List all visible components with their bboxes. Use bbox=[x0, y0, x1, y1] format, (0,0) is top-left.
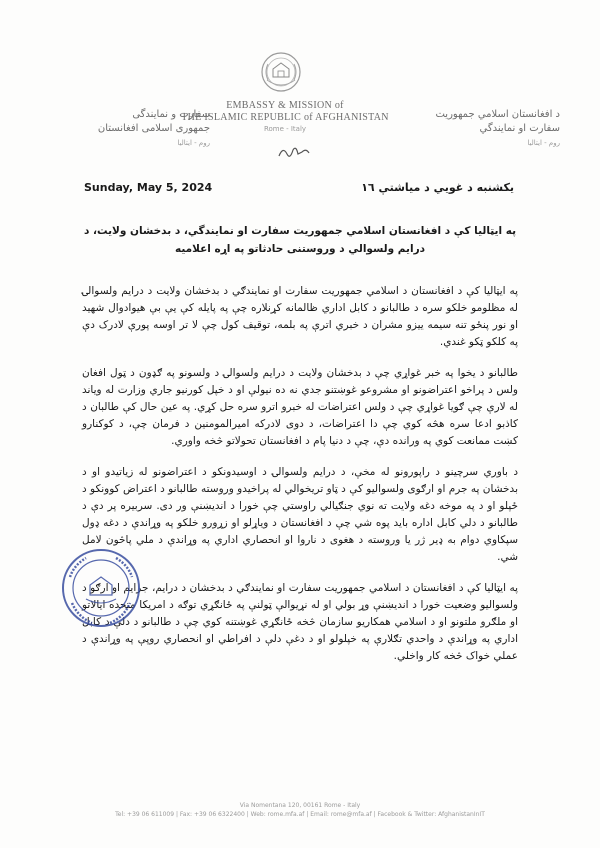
pashto-line-2: سفارت او نمایندگي bbox=[479, 123, 560, 134]
embassy-city: Rome - Italy bbox=[263, 125, 307, 133]
pashto-city: روم - ایتالیا bbox=[527, 139, 560, 147]
dari-city: روم - ایتالیا bbox=[177, 139, 210, 147]
paragraph-1: په ایټالیا کې د افغانستان د اسلامي جمهوریت سفارت او نمایندګي د بدخشان ولایت د درایم ولسوالۍ له مظلومو خلکو سره د طالبانو د کابل اداري ظالمانه کړنلاره چې په پایله کې یې بې هیوادوال شهید او نور پنځو تنه سیمه ییزو مشران د خبري اترې په بلمه، توقیف کول چې لا تر اوسه پورې لادرک دې په کلکو ټکو غندي. bbox=[82, 285, 518, 348]
paragraph-2: طالبانو د یخوا په خبر غواړي چې د بدخشان ولایت د درایم ولسوالۍ د ولسونو په ګډون د ټول افغان ولس د پراخو اعتراضونو او مشروعو غوښتنو جدي نه ده نیولې او د خپل کورنیو جاري وزارت له ویاند له لارې چې ګویا غواړي چې د ولس اعتراضات له خبرو اترو سره حل کړي. په عین حال کې طالبان د کاذبو ادعا سره هڅه کوي چې دا اعتراضات، د دوی لادرکه امیرالمومنین د فرمان چې، د کوکنارو کښت ممانعت کوي په ورانده دې، چې د دنیا پام د افغانستان تحولاتو څخه واوري. bbox=[82, 367, 518, 447]
afghanistan-emblem-icon bbox=[259, 50, 303, 94]
embassy-line-2: THE ISLAMIC REPUBLIC of AFGHANISTAN bbox=[181, 112, 389, 123]
embassy-name-english bbox=[180, 100, 390, 133]
document-title: په ایټالیا کې د افغانستان اسلامي جمهوریت سفارت او نمایندگي، د بدخشان ولایت، د درایم ولسوالي د وروستنی حادثاتو په اړه اعلامیه bbox=[83, 225, 517, 255]
date-english: Sunday, May 5, 2024 bbox=[84, 181, 213, 194]
embassy-name-dari bbox=[60, 108, 210, 150]
footer-contacts: Tel: +39 06 611009 | Fax: +39 06 6322400 | Web: rome.mfa.af | Email: rome@mfa.af | Facebook & Twitter: AfghanistanInIT bbox=[115, 811, 485, 818]
footer-address: Via Nomentana 120, 00161 Rome - Italy bbox=[239, 802, 361, 809]
date-pashto: یکشنبه د غويي د میاشتې ۱٦ bbox=[361, 181, 514, 194]
dari-line-1: سفارت و نمایندگی bbox=[132, 109, 210, 120]
paragraph-3: د باوري سرچینو د راپورونو له مخې، د درایم ولسوالۍ د اوسیدونکو د اعتراضونو له زیاتیدو او د بدخشان په جرم او ارګوی ولسوالیو کې د ټاو تریخوالي له پراخیدو وروسته طالبانو د اعتراض کوونکو د ځپلو او د په موخه دغه ولایت ته نوي جنګیالي راوستي چې خورا د اندیښنې ور دی. سربیره پر دې د طالبانو د دلي کابل اداره باید پوه شي چې د افغانستان د ویاړلو او زړورو خلکو په وړاندې د دغه ډول سپکاوي دوام به ډیر ژر یا وروسته د هغوی د ناروا او انحصاري اداري په وړاندې د ملي پاڅون لامل شي. bbox=[82, 466, 518, 563]
letterhead-footer bbox=[0, 802, 600, 818]
paragraph-4: په ایټالیا کې د افغانستان د اسلامي جمهوریت سفارت او نمایندګي د بدخشان د درایم، جرایم او ارګو د ولسوالیو وضعیت خورا د اندیښنې وړ بولي او له نړیوالې ټولنې په ځانګړي توګه د امریکا متحده ایالاتو او ملګرو ملتونو او د اسلامي همکاریو سازمان څخه ځانګړي غوښتنه کوي چې د طالبانو د دلې د کابل اداري په وړاندې د واحدي تګلارې په خپلولو او د دغې دلې د افراطي او انحصاري روپې په وړاندې د عملي خواک څخه کار واخلي. bbox=[82, 582, 518, 662]
ministry-stamp bbox=[60, 547, 142, 629]
dari-line-2: جمهوری اسلامی افغانستان bbox=[97, 123, 210, 134]
embassy-name-pashto bbox=[410, 108, 560, 150]
pashto-line-1: د افغانستان اسلامي جمهوريت bbox=[435, 109, 560, 120]
handwritten-signature bbox=[275, 142, 315, 162]
document-body bbox=[82, 283, 518, 679]
embassy-line-1: EMBASSY & MISSION of bbox=[226, 100, 344, 111]
